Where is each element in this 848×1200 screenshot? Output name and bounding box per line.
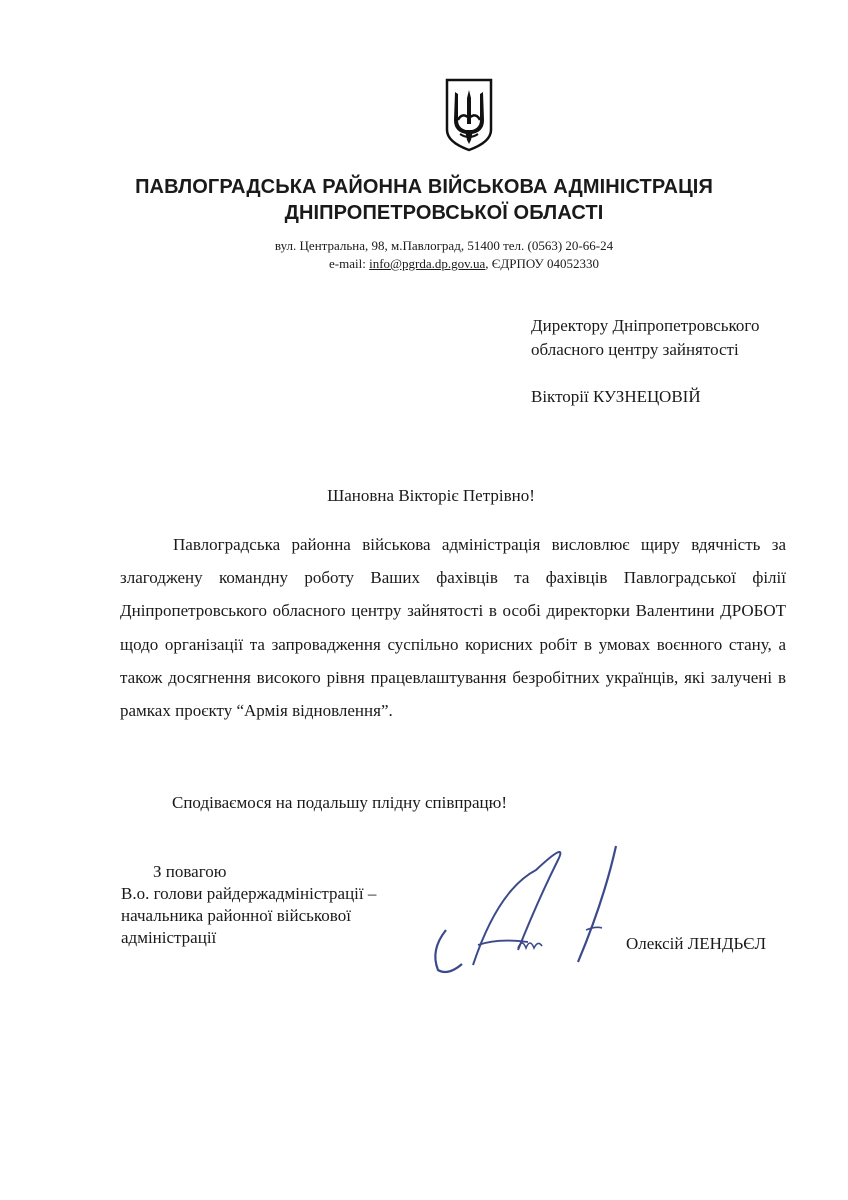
signer-position-line1: В.о. голови райдержадміністрації – — [121, 884, 377, 903]
signer-position-line2: начальника районної військової — [121, 906, 351, 925]
signer-name: Олексій ЛЕНДЬЄЛ — [626, 934, 767, 953]
organization-name: ПАВЛОГРАДСЬКА РАЙОННА ВІЙСЬКОВА АДМІНІСТРАЦІЯ — [135, 176, 713, 198]
edrpou-code: , ЄДРПОУ 04052330 — [485, 256, 599, 271]
address-line: вул. Центральна, 98, м.Павлоград, 51400 тел. (0563) 20-66-24 — [274, 238, 614, 253]
addressee-name: Вікторії КУЗНЕЦОВІЙ — [531, 387, 701, 406]
signature-block — [121, 861, 376, 949]
email-link[interactable]: info@pgrda.dp.gov.ua — [369, 256, 486, 271]
email-label: e-mail: — [329, 256, 370, 271]
signer-position-line3: адміністрації — [121, 928, 217, 947]
letter-body: Павлоградська районна військова адміністрація висловлює щиру вдячність за злагоджену командну роботу Ваших фахівців та фахівців Павлоградської філії Дніпропетровського обласного центру зайнятості в особі директорки Валентини ДРОБОТ щодо організації та запровадження суспільно корисних робіт в умовах воєнного стану, а також досягнення високого рівня працевлаштування безробітних українців, які залучені в рамках проєкту “Армія відновлення”. — [120, 535, 786, 721]
contact-line — [40, 255, 848, 272]
addressee-organization: обласного центру зайнятості — [531, 340, 739, 359]
trident-coat-of-arms-icon — [444, 78, 494, 152]
closing-line: Сподіваємося на подальшу плідну співпрацю! — [172, 793, 507, 812]
handwritten-signature-icon — [418, 830, 638, 980]
addressee-title: Директору Дніпропетровського — [531, 316, 760, 335]
regards-line: З повагою — [153, 862, 227, 881]
salutation: Шановна Вікторіє Петрівно! — [327, 486, 535, 505]
organization-region: ДНІПРОПЕТРОВСЬКОЇ ОБЛАСТІ — [284, 202, 604, 224]
